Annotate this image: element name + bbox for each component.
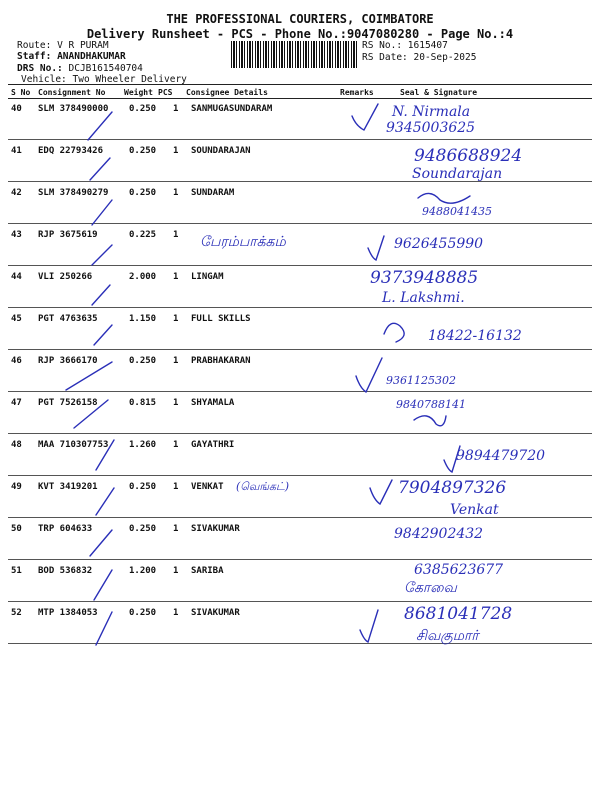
handwritten-signature-note: 7904897326 — [398, 478, 507, 498]
consignment-number: SLM 378490279 — [38, 188, 109, 198]
weight-value: 1.260 — [129, 440, 157, 450]
handwritten-signature-note: 9626455990 — [394, 236, 484, 252]
route-line: Route: V R PURAM — [17, 40, 109, 51]
handwritten-signature-note: 9361125302 — [386, 374, 456, 387]
handwritten-signature-note: சிவகுமார் — [416, 628, 479, 644]
weight-value: 0.250 — [129, 524, 157, 534]
col-consignment: Consignment No — [38, 88, 106, 97]
serial-number: 47 — [11, 398, 22, 408]
handwritten-signature-note: பேரம்பாக்கம் — [200, 234, 286, 250]
pieces-count: 1 — [173, 356, 179, 366]
pieces-count: 1 — [173, 146, 179, 156]
table-row — [8, 350, 592, 392]
serial-number: 41 — [11, 146, 22, 156]
handwritten-signature-note: 9488041435 — [422, 205, 492, 218]
consignment-number: PGT 7526158 — [38, 398, 98, 408]
consignment-number: MTP 1384053 — [38, 608, 98, 618]
consignee-name: FULL SKILLS — [191, 314, 251, 324]
serial-number: 42 — [11, 188, 22, 198]
consignment-number: SLM 378490000 — [38, 104, 109, 114]
serial-number: 44 — [11, 272, 22, 282]
table-row — [8, 560, 592, 602]
consignment-number: KVT 3419201 — [38, 482, 98, 492]
rs-no-value: 1615407 — [407, 40, 448, 51]
pieces-count: 1 — [173, 566, 179, 576]
handwritten-signature-note: 9345003625 — [386, 120, 476, 136]
serial-number: 45 — [11, 314, 22, 324]
table-row — [8, 392, 592, 434]
weight-value: 0.250 — [129, 356, 157, 366]
weight-value: 0.250 — [129, 482, 157, 492]
serial-number: 51 — [11, 566, 22, 576]
handwritten-signature-note: L. Lakshmi. — [382, 290, 465, 306]
serial-number: 43 — [11, 230, 22, 240]
consignee-name: SOUNDARAJAN — [191, 146, 251, 156]
vehicle-line: Vehicle: Two Wheeler Delivery — [21, 74, 187, 85]
consignment-number: VLI 250266 — [38, 272, 93, 282]
col-weight: Weight — [124, 88, 153, 97]
consignee-name: SUNDARAM — [191, 188, 235, 198]
weight-value: 0.250 — [129, 188, 157, 198]
serial-number: 48 — [11, 440, 22, 450]
consignee-name: VENKAT — [191, 482, 224, 492]
staff-value: ANANDHAKUMAR — [57, 51, 126, 62]
consignment-number: MAA 710307753 — [38, 440, 109, 450]
weight-value: 0.250 — [129, 608, 157, 618]
drs-line: DRS No.: DCJB161540704 — [17, 63, 143, 74]
consignment-number: RJP 3675619 — [38, 230, 98, 240]
handwritten-signature-note: 6385623677 — [414, 562, 504, 578]
consignee-name: SIVAKUMAR — [191, 524, 240, 534]
consignment-number: EDQ 22793426 — [38, 146, 104, 156]
handwritten-signature-note: 18422-16132 — [428, 328, 522, 344]
drs-value: DCJB161540704 — [68, 63, 143, 74]
serial-number: 50 — [11, 524, 22, 534]
weight-value: 0.225 — [129, 230, 157, 240]
consignee-name: SIVAKUMAR — [191, 608, 240, 618]
handwritten-signature-note: 9894479720 — [456, 448, 546, 464]
handwritten-signature-note: Venkat — [450, 502, 499, 518]
barcode — [231, 41, 357, 68]
header-rule-top — [8, 84, 592, 85]
consignee-name: SARIBA — [191, 566, 224, 576]
handwritten-signature-note: N. Nirmala — [392, 104, 471, 120]
staff-line: Staff: ANANDHAKUMAR — [17, 51, 126, 62]
pieces-count: 1 — [173, 398, 179, 408]
weight-value: 0.815 — [129, 398, 157, 408]
col-pcs: PCS — [158, 88, 173, 97]
pieces-count: 1 — [173, 482, 179, 492]
table-row — [8, 224, 592, 266]
company-title: THE PROFESSIONAL COURIERS, COIMBATORE — [166, 12, 434, 26]
pieces-count: 1 — [173, 104, 179, 114]
pieces-count: 1 — [173, 608, 179, 618]
rs-date-line: RS Date: 20-Sep-2025 — [362, 52, 477, 63]
serial-number: 40 — [11, 104, 22, 114]
vehicle-value: Two Wheeler Delivery — [72, 74, 187, 85]
rs-date-value: 20-Sep-2025 — [413, 52, 477, 63]
consignee-name: LINGAM — [191, 272, 224, 282]
col-sno: S No — [11, 88, 31, 97]
handwritten-signature-note: (வெங்கட்) — [236, 480, 290, 493]
pieces-count: 1 — [173, 314, 179, 324]
consignment-number: TRP 604633 — [38, 524, 93, 534]
weight-value: 0.250 — [129, 104, 157, 114]
rs-no-line: RS No.: 1615407 — [362, 40, 448, 51]
table-row — [8, 182, 592, 224]
handwritten-signature-note: 9486688924 — [414, 146, 523, 166]
serial-number: 49 — [11, 482, 22, 492]
col-seal-signature: Seal & Signature — [400, 88, 478, 97]
table-row — [8, 266, 592, 308]
row-divider — [8, 643, 592, 644]
consignee-name: PRABHAKARAN — [191, 356, 251, 366]
route-value: V R PURAM — [57, 40, 109, 51]
consignment-number: PGT 4763635 — [38, 314, 98, 324]
handwritten-signature-note: 9373948885 — [370, 268, 479, 288]
weight-value: 0.250 — [129, 146, 157, 156]
pieces-count: 1 — [173, 440, 179, 450]
table-row — [8, 98, 592, 140]
handwritten-signature-note: 9842902432 — [394, 526, 484, 542]
pieces-count: 1 — [173, 188, 179, 198]
table-row — [8, 518, 592, 560]
serial-number: 52 — [11, 608, 22, 618]
consignment-number: BOD 536832 — [38, 566, 93, 576]
pieces-count: 1 — [173, 230, 179, 240]
handwritten-signature-note: 9840788141 — [396, 398, 466, 411]
weight-value: 1.150 — [129, 314, 157, 324]
pieces-count: 1 — [173, 524, 179, 534]
handwritten-signature-note: 8681041728 — [404, 604, 513, 624]
consignment-number: RJP 3666170 — [38, 356, 98, 366]
col-remarks: Remarks — [340, 88, 374, 97]
runsheet-subtitle: Delivery Runsheet - PCS - Phone No.:9047080280 - Page No.:4 — [86, 27, 514, 41]
consignee-name: SANMUGASUNDARAM — [191, 104, 273, 114]
weight-value: 2.000 — [129, 272, 157, 282]
consignee-name: GAYATHRI — [191, 440, 235, 450]
consignee-name: SHYAMALA — [191, 398, 235, 408]
handwritten-signature-note: கோவை — [404, 580, 457, 596]
weight-value: 1.200 — [129, 566, 157, 576]
serial-number: 46 — [11, 356, 22, 366]
col-consignee: Consignee Details — [186, 88, 268, 97]
pieces-count: 1 — [173, 272, 179, 282]
handwritten-signature-note: Soundarajan — [412, 166, 503, 182]
